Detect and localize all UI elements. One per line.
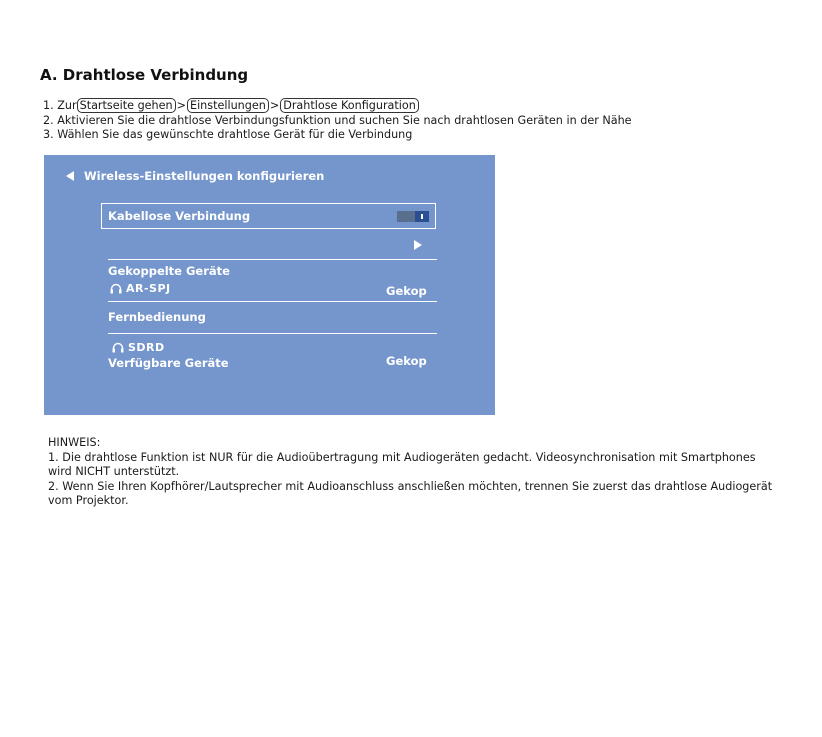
screen-header[interactable] bbox=[66, 169, 324, 183]
note-block bbox=[48, 436, 778, 509]
breadcrumb-home[interactable]: Startseite gehen bbox=[77, 98, 176, 113]
breadcrumb-settings[interactable]: Einstellungen bbox=[187, 98, 269, 113]
step-1 bbox=[43, 98, 632, 114]
note-item-1: 1. Die drahtlose Funktion ist NUR für die Audioübertragung mit Audiogeräten gedacht. Videosynchronisation mit Smartphones wird NICHT unterstützt. bbox=[48, 450, 756, 478]
paired-device-name: AR-SPJ bbox=[126, 282, 171, 295]
step-3: 3. Wählen Sie das gewünschte drahtlose Gerät für die Verbindung bbox=[43, 128, 413, 141]
screen-title: Wireless-Einstellungen konfigurieren bbox=[84, 169, 325, 183]
breadcrumb-wireless-config[interactable]: Drahtlose Konfiguration bbox=[280, 98, 419, 113]
steps-list bbox=[43, 98, 632, 143]
wireless-connection-label: Kabellose Verbindung bbox=[108, 209, 251, 223]
note-heading: HINWEIS: bbox=[48, 436, 101, 449]
available-device-item[interactable] bbox=[112, 341, 165, 354]
back-arrow-icon[interactable] bbox=[66, 171, 74, 181]
step-1-prefix: 1. Zur bbox=[43, 99, 77, 112]
toggle-track bbox=[397, 211, 415, 222]
divider bbox=[108, 259, 437, 260]
available-devices-label: Verfügbare Geräte bbox=[108, 356, 229, 370]
section-title: A. Drahtlose Verbindung bbox=[40, 66, 249, 84]
divider bbox=[108, 301, 437, 302]
paired-device-status: Gekop bbox=[386, 284, 427, 298]
toggle-knob bbox=[415, 211, 429, 222]
wireless-toggle[interactable] bbox=[397, 211, 429, 222]
step-2: 2. Aktivieren Sie die drahtlose Verbindungsfunktion und suchen Sie nach drahtlosen Geräten in der Nähe bbox=[43, 113, 632, 127]
breadcrumb-separator: > bbox=[269, 99, 280, 112]
wireless-connection-row[interactable] bbox=[101, 203, 436, 229]
paired-devices-label: Gekoppelte Geräte bbox=[108, 264, 230, 278]
headphones-icon bbox=[110, 283, 122, 294]
note-item-2: 2. Wenn Sie Ihren Kopfhörer/Lautsprecher mit Audioanschluss anschließen möchten, trennen Sie zuerst das drahtlose Audiogerät vom Projektor. bbox=[48, 479, 773, 507]
remote-control-label[interactable]: Fernbedienung bbox=[108, 310, 206, 324]
divider bbox=[108, 333, 437, 334]
available-device-name: SDRD bbox=[128, 341, 165, 354]
headphones-icon bbox=[112, 342, 124, 353]
breadcrumb-separator: > bbox=[176, 99, 186, 112]
available-device-status: Gekop bbox=[386, 354, 427, 368]
paired-device-item[interactable] bbox=[110, 282, 171, 295]
play-arrow-icon[interactable] bbox=[414, 240, 422, 250]
wireless-settings-screen bbox=[44, 155, 495, 415]
